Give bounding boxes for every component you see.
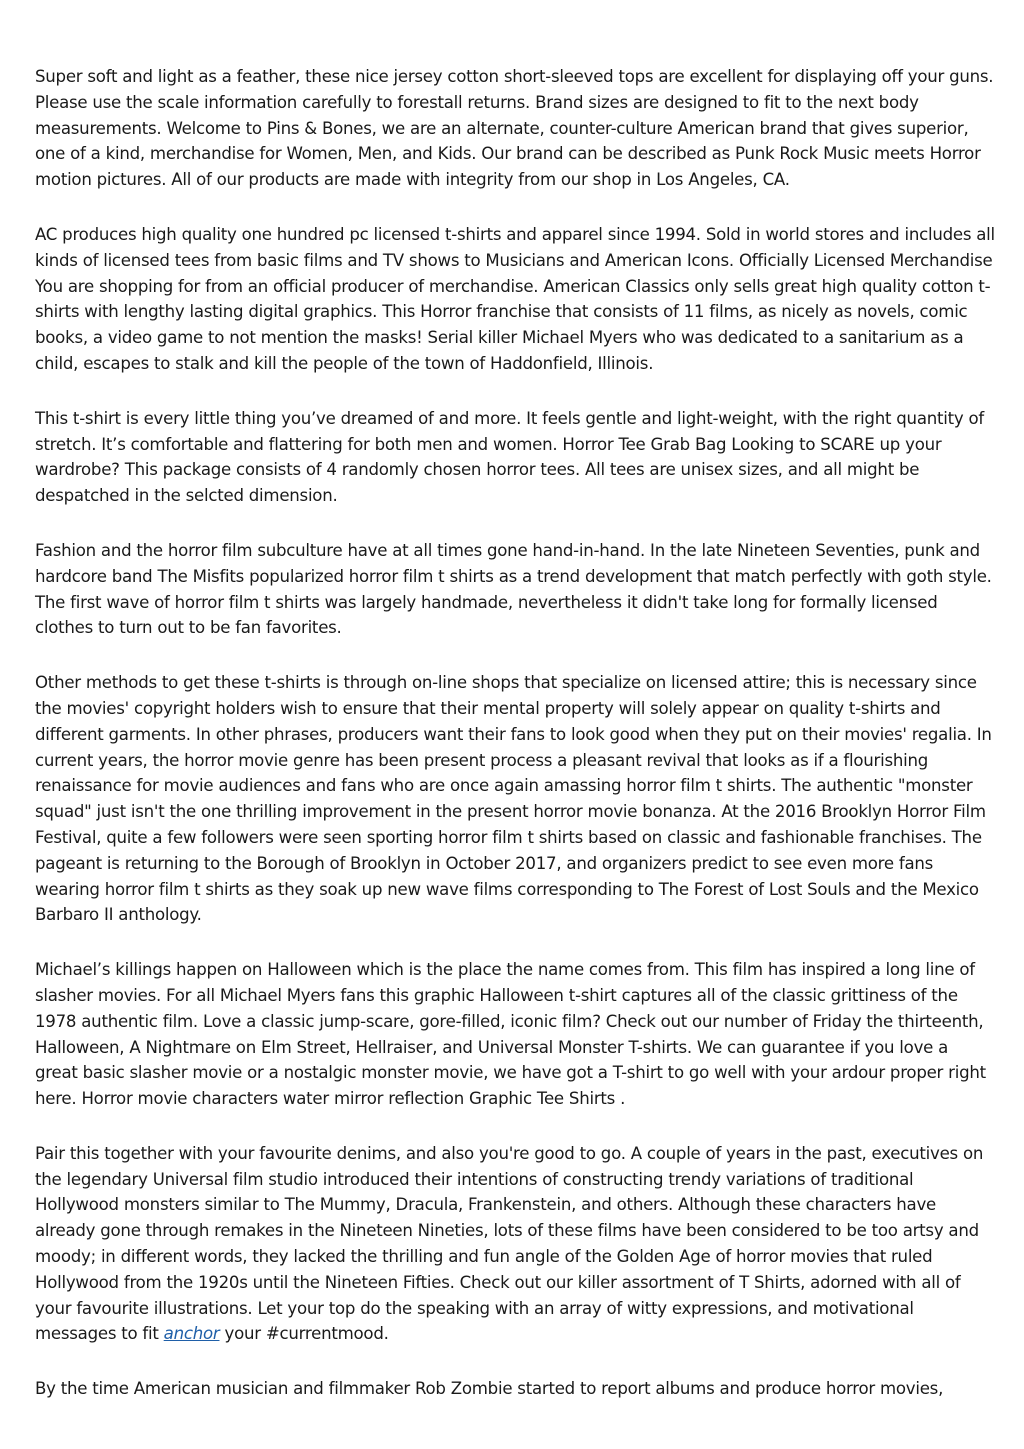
paragraph-1: Super soft and light as a feather, these nice jersey cotton short-sleeved tops are excellent for displaying off your guns. Please use the scale information carefully to forestall returns. Brand sizes are designed to fit to the next body measurements. Welcome to Pins & Bones, we are an alternate, counter-culture American brand that gives superior, one of a kind, merchandise for Women, Men, and Kids. Our brand can be described as Punk Rock Music meets Horror motion pictures. All of our products are made with integrity from our shop in Los Angeles, CA. <box>35 67 994 190</box>
paragraph-8: By the time American musician and filmmaker Rob Zombie started to report albums and produce horror movies, <box>35 1379 944 1399</box>
paragraph-3: This t-shirt is every little thing you’ve dreamed of and more. It feels gentle and light-weight, with the right quantity of stretch. It’s comfortable and flattering for both men and women. Horror Tee Grab Bag Looking to SCARE up your wardrobe? This package consists of 4 randomly chosen horror tees. All tees are unisex sizes, and all might be despatched in the selcted dimension. <box>35 408 984 506</box>
paragraph-2: AC produces high quality one hundred pc licensed t-shirts and apparel since 1994. Sold in world stores and includes all kinds of licensed tees from basic films and TV shows to Musicians and American Icons. Officially Licensed Merchandise You are shopping for from an official producer of merchandise. American Classics only sells great high quality cotton t-shirts with lengthy lasting digital graphics. This Horror franchise that consists of 11 films, as nicely as novels, comic books, a video game to not mention the masks! Serial killer Michael Myers who was dedicated to a sanitarium as a child, escapes to stalk and kill the people of the town of Haddonfield, Illinois. <box>35 224 995 373</box>
paragraph-4: Fashion and the horror film subculture have at all times gone hand-in-hand. In the late Nineteen Seventies, punk and hardcore band The Misfits popularized horror film t shirts as a trend development that match perfectly with goth style. The first wave of horror film t shirts was largely handmade, nevertheless it didn't take long for formally licensed clothes to turn out to be fan favorites. <box>35 540 992 638</box>
document-body <box>35 64 995 1431</box>
anchor-link[interactable]: anchor <box>163 1324 220 1344</box>
paragraph-6: Michael’s killings happen on Halloween which is the place the name comes from. This film has inspired a long line of slasher movies. For all Michael Myers fans this graphic Halloween t-shirt captures all of the classic grittiness of the 1978 authentic film. Love a classic jump-scare, gore-filled, iconic film? Check out our number of Friday the thirteenth, Halloween, A Nightmare on Elm Street, Hellraiser, and Universal Monster T-shirts. We can guarantee if you love a great basic slasher movie or a nostalgic monster movie, we have got a T-shirt to go well with your ardour proper right here. Horror movie characters water mirror reflection Graphic Tee Shirts . <box>35 960 986 1109</box>
paragraph-7 <box>35 1141 995 1347</box>
paragraph-7-text-after-link: your #currentmood. <box>219 1324 389 1344</box>
paragraph-7-text-before-link: Pair this together with your favourite denims, and also you're good to go. A couple of years in the past, executives on the legendary Universal film studio introduced their intentions of constructing trendy variations of traditional Hollywood monsters similar to The Mummy, Dracula, Frankenstein, and others. Although these characters have already gone through remakes in the Nineteen Nineties, lots of these films have been considered to be too artsy and moody; in different words, they lacked the thrilling and fun angle of the Golden Age of horror movies that ruled Hollywood from the 1920s until the Nineteen Fifties. Check out our killer assortment of T Shirts, adorned with all of your favourite illustrations. Let your top do the speaking with an array of witty expressions, and motivational messages to fit <box>35 1143 984 1344</box>
paragraph-5: Other methods to get these t-shirts is through on-line shops that specialize on licensed attire; this is necessary since the movies' copyright holders wish to ensure that their mental property will solely appear on quality t-shirts and different garments. In other phrases, producers want their fans to look good when they put on their movies' regalia. In current years, the horror movie genre has been present process a pleasant revival that looks as if a flourishing renaissance for movie audiences and fans who are once again amassing horror film t shirts. The authentic "monster squad" just isn't the one thrilling improvement in the present horror movie bonanza. At the 2016 Brooklyn Horror Film Festival, quite a few followers were seen sporting horror film t shirts based on classic and fashionable franchises. The pageant is returning to the Borough of Brooklyn in October 2017, and organizers predict to see even more fans wearing horror film t shirts as they soak up new wave films corresponding to The Forest of Lost Souls and the Mexico Barbaro II anthology. <box>35 673 992 925</box>
